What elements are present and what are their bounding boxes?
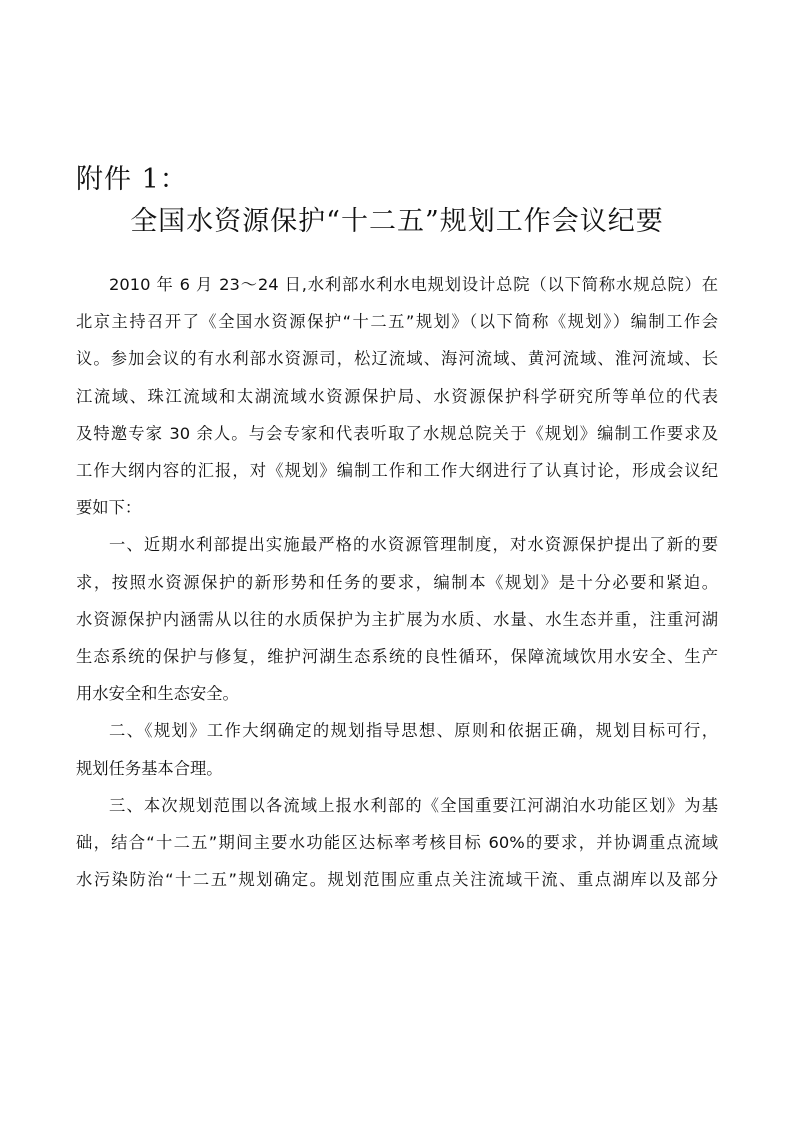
text-line: 工作大纲内容的汇报，对《规划》编制工作和工作大纲进行了认真讨论，形成会议纪 [76,461,718,481]
document-body [76,266,718,898]
text-line: 用水安全和生态安全。 [76,684,239,704]
text-line: 三、本次规划范围以各流域上报水利部的《全国重要江河湖泊水功能区划》为基 [109,795,718,815]
paragraph-item-3 [76,787,718,899]
paragraph-item-1 [76,526,718,712]
text-line: 江流域、珠江流域和太湖流域水资源保护局、水资源保护科学研究所等单位的代表 [76,386,718,406]
text-line: 及特邀专家 30 余人。与会专家和代表听取了水规总院关于《规划》编制工作要求及 [76,423,718,443]
text-line: 求，按照水资源保护的新形势和任务的要求，编制本《规划》是十分必要和紧迫。 [76,572,718,592]
text-line: 水资源保护内涵需从以往的水质保护为主扩展为水质、水量、水生态并重，注重河湖 [76,609,718,629]
text-line: 础，结合“十二五”期间主要水功能区达标率考核目标 60%的要求，并协调重点流域 [76,833,718,853]
text-line: 二、《规划》工作大纲确定的规划指导思想、原则和依据正确，规划目标可行， [109,721,718,741]
paragraph-item-2 [76,712,718,786]
text-line: 议。参加会议的有水利部水资源司，松辽流域、海河流域、黄河流域、淮河流域、长 [76,349,718,369]
text-line: 2010 年 6 月 23～24 日,水利部水利水电规划设计总院（以下简称水规总院）在 [109,275,718,294]
text-line: 一、近期水利部提出实施最严格的水资源管理制度，对水资源保护提出了新的要 [109,535,718,555]
text-line: 水污染防治“十二五”规划确定。规划范围应重点关注流域干流、重点湖库以及部分 [76,870,718,890]
attachment-label: 附件 1： [76,164,188,195]
text-line: 要如下： [76,498,142,518]
text-line: 规划任务基本合理。 [76,758,223,778]
text-line: 生态系统的保护与修复，维护河湖生态系统的良性循环，保障流域饮用水安全、生产 [76,647,718,667]
paragraph-intro [76,266,718,526]
text-line: 北京主持召开了《全国水资源保护“十二五”规划》（以下简称《规划》）编制工作会 [76,312,718,332]
document-title: 全国水资源保护“十二五”规划工作会议纪要 [130,206,664,237]
